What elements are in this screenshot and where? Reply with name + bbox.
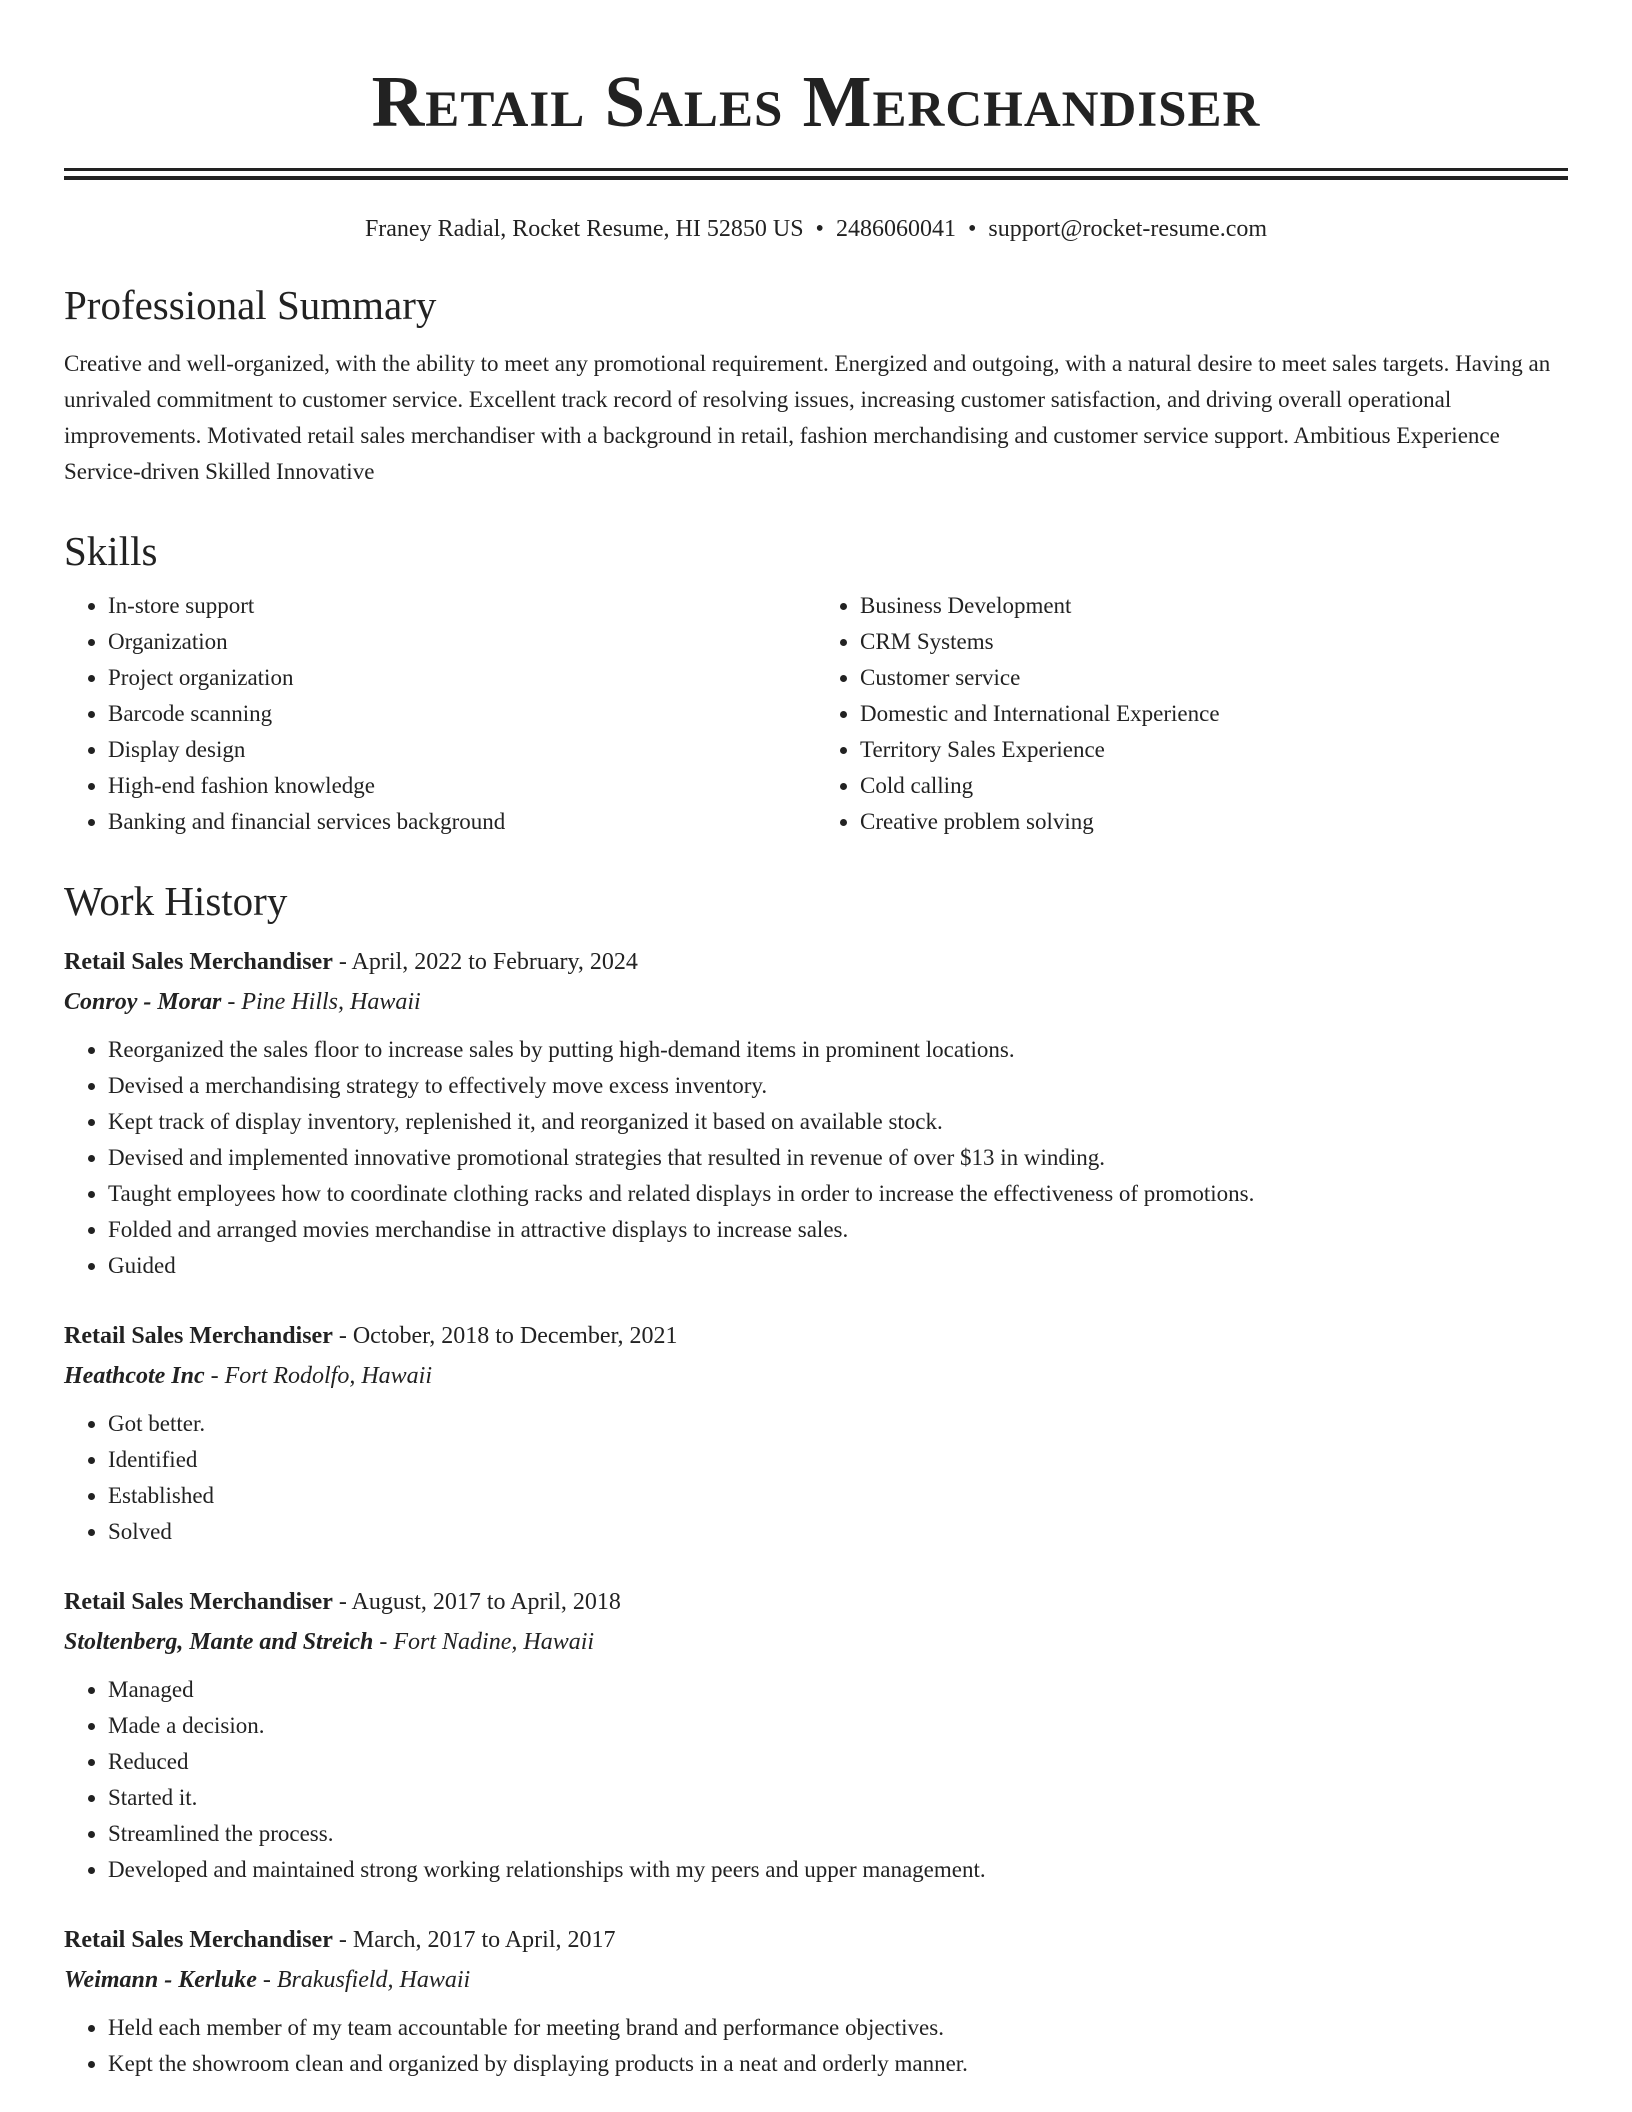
job-bullet: • Taught employees how to coordinate clothing racks and related displays in order to increase the effectiveness of promotions. — [108, 1176, 1568, 1212]
skill-item: • Territory Sales Experience — [860, 732, 1568, 768]
skills-list-right — [816, 588, 1568, 840]
contact-separator: • — [967, 216, 977, 242]
contact-line — [64, 214, 1568, 244]
job-bullet: • Made a decision. — [108, 1708, 1568, 1744]
job-bullet: • Guided — [108, 1248, 1568, 1284]
job-bullet: • Started it. — [108, 1780, 1568, 1816]
job-company: Heathcote Inc — [64, 1363, 205, 1389]
job-bullet: • Streamlined the process. — [108, 1816, 1568, 1852]
skill-item: • CRM Systems — [860, 624, 1568, 660]
title-double-rule — [64, 168, 1568, 180]
job-entry — [64, 944, 1568, 1284]
job-company-line — [64, 1962, 1568, 1998]
job-location: - Fort Nadine, Hawaii — [373, 1629, 595, 1655]
job-location: - Fort Rodolfo, Hawaii — [204, 1363, 432, 1389]
job-role: Retail Sales Merchandiser — [64, 1323, 333, 1349]
job-company-line — [64, 1358, 1568, 1394]
contact-phone: 2486060041 — [835, 216, 956, 242]
job-bullet: • Devised and implemented innovative promotional strategies that resulted in revenue of over $13 in winding. — [108, 1140, 1568, 1176]
job-bullets — [64, 1032, 1568, 1284]
skill-item: • Barcode scanning — [108, 696, 816, 732]
job-header — [64, 1922, 1568, 1958]
job-entry — [64, 1318, 1568, 1550]
job-bullet: • Solved — [108, 1514, 1568, 1550]
job-bullet: • Folded and arranged movies merchandise in attractive displays to increase sales. — [108, 1212, 1568, 1248]
job-bullet: • Identified — [108, 1442, 1568, 1478]
contact-email: support@rocket-resume.com — [988, 216, 1268, 242]
skill-item: • Display design — [108, 732, 816, 768]
skills-heading: Skills — [64, 528, 158, 574]
job-dates: - August, 2017 to April, 2018 — [332, 1589, 621, 1615]
job-entry — [64, 1584, 1568, 1888]
resume-title: Retail Sales Merchandiser — [371, 61, 1261, 142]
job-company: Conroy - Morar — [64, 989, 222, 1015]
skill-item: • Cold calling — [860, 768, 1568, 804]
skill-item: • Business Development — [860, 588, 1568, 624]
skills-list-left — [64, 588, 816, 840]
job-bullet: • Established — [108, 1478, 1568, 1514]
job-bullet: • Held each member of my team accountable for meeting brand and performance objectives. — [108, 2010, 1568, 2046]
job-bullets — [64, 2010, 1568, 2082]
job-bullet: • Reorganized the sales floor to increase sales by putting high-demand items in prominent locations. — [108, 1032, 1568, 1068]
skill-item: • Domestic and International Experience — [860, 696, 1568, 732]
contact-address: Franey Radial, Rocket Resume, HI 52850 US — [364, 216, 804, 242]
skill-item: • Banking and financial services background — [108, 804, 816, 840]
job-bullet: • Kept track of display inventory, replenished it, and reorganized it based on available stock. — [108, 1104, 1568, 1140]
skill-item: • In-store support — [108, 588, 816, 624]
job-dates: - April, 2022 to February, 2024 — [332, 949, 638, 975]
job-company-line — [64, 1624, 1568, 1660]
skill-item: • High-end fashion knowledge — [108, 768, 816, 804]
skills-columns — [64, 588, 1568, 840]
job-bullet: • Reduced — [108, 1744, 1568, 1780]
job-role: Retail Sales Merchandiser — [64, 1927, 333, 1953]
job-company-line — [64, 984, 1568, 1020]
job-bullet: • Got better. — [108, 1406, 1568, 1442]
contact-separator: • — [815, 216, 824, 242]
job-header — [64, 1584, 1568, 1620]
skill-item: • Project organization — [108, 660, 816, 696]
summary-text: Creative and well-organized, with the ability to meet any promotional requirement. Energized and outgoing, with a natural desire to meet sales targets. Having an unrivaled commitment to customer service. Excellent track record of resolving issues, increasing customer satisfaction, and driving overall operational improvements. Motivated retail sales merchandiser with a background in retail, fashion merchandising and customer service support. Ambitious Experience Service-driven Skilled Innovative — [64, 351, 1551, 484]
job-role: Retail Sales Merchandiser — [64, 949, 333, 975]
job-bullets — [64, 1672, 1568, 1888]
job-bullets — [64, 1406, 1568, 1550]
job-location: - Pine Hills, Hawaii — [221, 989, 421, 1015]
job-bullet: • Kept the showroom clean and organized by displaying products in a neat and orderly manner. — [108, 2046, 1568, 2082]
job-role: Retail Sales Merchandiser — [64, 1589, 333, 1615]
job-bullet: • Devised a merchandising strategy to effectively move excess inventory. — [108, 1068, 1568, 1104]
job-company: Weimann - Kerluke — [64, 1967, 257, 1993]
skill-item: • Creative problem solving — [860, 804, 1568, 840]
job-location: - Brakusfield, Hawaii — [256, 1967, 471, 1993]
job-header — [64, 944, 1568, 980]
job-company: Stoltenberg, Mante and Streich — [64, 1629, 374, 1655]
job-dates: - October, 2018 to December, 2021 — [332, 1323, 678, 1349]
job-bullet: • Developed and maintained strong working relationships with my peers and upper management. — [108, 1852, 1568, 1888]
summary-heading: Professional Summary — [64, 282, 437, 328]
skill-item: • Organization — [108, 624, 816, 660]
job-dates: - March, 2017 to April, 2017 — [332, 1927, 616, 1953]
job-entry — [64, 1922, 1568, 2082]
job-header — [64, 1318, 1568, 1354]
job-bullet: • Managed — [108, 1672, 1568, 1708]
skill-item: • Customer service — [860, 660, 1568, 696]
work-history-heading: Work History — [64, 878, 288, 924]
